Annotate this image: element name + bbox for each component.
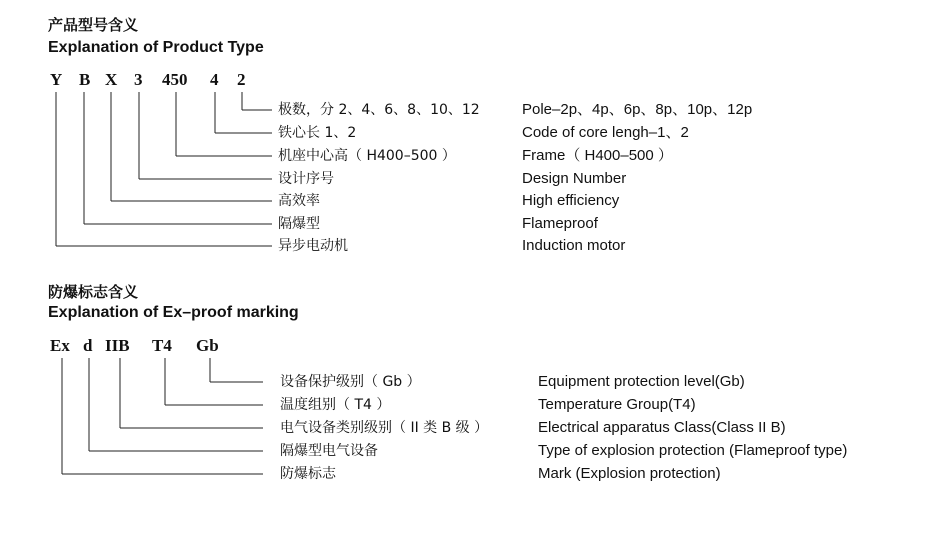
item-frame-cn: 机座中心高（ H400–500 ） [278,148,456,164]
item-high-efficiency-cn: 高效率 [278,193,320,209]
item-flameproof-en: Flameproof [522,215,598,232]
item-induction-motor-cn: 异步电动机 [278,238,348,254]
item-frame-en: Frame（ H400–500 ） [522,147,673,164]
code-450: 450 [162,70,188,89]
item-high-efficiency-en: High efficiency [522,192,620,209]
code-ex: Ex [50,336,70,355]
item-induction-motor-en: Induction motor [522,237,626,254]
code-4: 4 [210,70,219,89]
item-design-number-en: Design Number [522,170,627,187]
item-explosion-type-cn: 隔爆型电气设备 [280,443,378,459]
product-type-title-en: Explanation of Product Type [48,39,264,56]
code-x: X [105,70,118,89]
item-design-number-cn: 设计序号 [278,171,334,187]
code-b: B [79,70,91,89]
code-y: Y [50,70,63,89]
ex-marking-title-en: Explanation of Ex–proof marking [48,304,299,321]
item-temperature-group-cn: 温度组别（ T4 ） [280,397,391,413]
code-gb: Gb [196,336,219,355]
item-apparatus-class-cn: 电气设备类别级别（ II 类 B 级 ） [280,420,489,436]
item-core-length-cn: 铁心长 1、2 [278,125,357,141]
item-pole-en: Pole–2p、4p、6p、8p、10p、12p [522,101,753,118]
item-protection-level-cn: 设备保护级别（ Gb ） [280,374,421,390]
product-type-title-cn: 产品型号含义 [48,16,139,34]
code-3: 3 [134,70,143,89]
item-mark-en: Mark (Explosion protection) [538,465,721,482]
code-iib: IIB [105,336,130,355]
ex-marking-title-cn: 防爆标志含义 [48,283,139,301]
item-flameproof-cn: 隔爆型 [278,216,320,232]
item-core-length-en: Code of core lengh–1、2 [522,124,689,141]
code-d: d [83,336,93,355]
item-apparatus-class-en: Electrical apparatus Class(Class II B) [538,419,786,436]
item-pole-cn: 极数，分 2、4、6、8、10、12 [278,102,480,118]
item-protection-level-en: Equipment protection level(Gb) [538,373,745,390]
code-t4: T4 [152,336,172,355]
item-temperature-group-en: Temperature Group(T4) [538,396,696,413]
item-mark-cn: 防爆标志 [280,466,336,482]
item-explosion-type-en: Type of explosion protection (Flameproof type) [538,442,848,459]
code-2: 2 [237,70,246,89]
